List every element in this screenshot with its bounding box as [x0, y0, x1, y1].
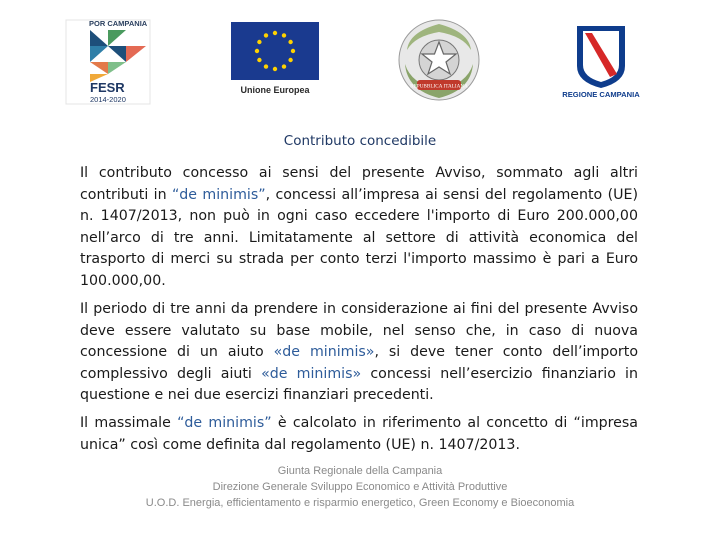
- page-title: Contributo concedibile: [283, 133, 437, 149]
- paragraph-1: [80, 163, 638, 292]
- regione-label: REGIONE CAMPANIA: [562, 90, 640, 99]
- de-minimis-highlight: “de minimis”: [177, 415, 272, 431]
- paragraph-2-text-a: Il periodo di tre anni da prendere in considerazione ai fini del presente Avviso deve essere valutato su base mobile, nel senso che, in caso di nuova concessione di un aiuto: [80, 301, 638, 360]
- paragraph-1-text-b: , concessi all’impresa ai sensi del regolamento (UE) n. 1407/2013, non può in ogni caso eccedere l'importo di Euro 200.000,00 nell’arco di tre anni. Limitatamente al settore di attività economica del trasporto di merci su strada per conto terzi l'importo massimo è pari a Euro 100.000,00.: [80, 186, 639, 289]
- por-line2: FESR: [90, 80, 125, 95]
- paragraph-1-text-a: Il contributo concesso ai sensi del presente Avviso, sommato agli altri contributi in: [80, 165, 638, 203]
- paragraph-2-text-c: concessi nell’esercizio finanziario in questione e nei due esercizi finanziari precedenti.: [80, 365, 638, 403]
- footer: [0, 463, 720, 511]
- por-campania-fesr-logo: [62, 16, 154, 108]
- paragraph-3: [80, 413, 638, 456]
- de-minimis-highlight: “de minimis”: [171, 186, 266, 203]
- eu-flag-logo: [225, 22, 325, 98]
- footer-line-3: U.O.D. Energia, efficientamento e risparmio energetico, Green Economy e Bioeconomia: [145, 497, 575, 509]
- paragraph-2: [80, 299, 638, 407]
- footer-line-1: Giunta Regionale della Campania: [277, 465, 443, 477]
- paragraph-3-text-b: è calcolato in riferimento al concetto di “impresa unica” così come definita dal regolamento (UE) n. 1407/2013.: [80, 415, 638, 453]
- repubblica-italiana-emblem: [397, 18, 481, 102]
- regione-campania-logo: [552, 22, 650, 100]
- logo-bar: [0, 0, 720, 120]
- de-minimis-highlight: «de minimis»: [273, 344, 375, 360]
- footer-line-2: Direzione Generale Sviluppo Economico e Attività Produttive: [212, 481, 508, 493]
- paragraph-3-text-a: Il massimale: [80, 415, 178, 431]
- por-line3: 2014-2020: [90, 95, 126, 104]
- repubblica-label: REPUBBLICA ITALIANA: [410, 83, 468, 90]
- paragraph-2-text-b: , si deve tener conto dell’importo complessivo degli aiuti: [80, 344, 638, 382]
- de-minimis-highlight: «de minimis»: [261, 365, 362, 382]
- por-line1: POR CAMPANIA: [89, 19, 148, 28]
- eu-label: Unione Europea: [240, 85, 310, 95]
